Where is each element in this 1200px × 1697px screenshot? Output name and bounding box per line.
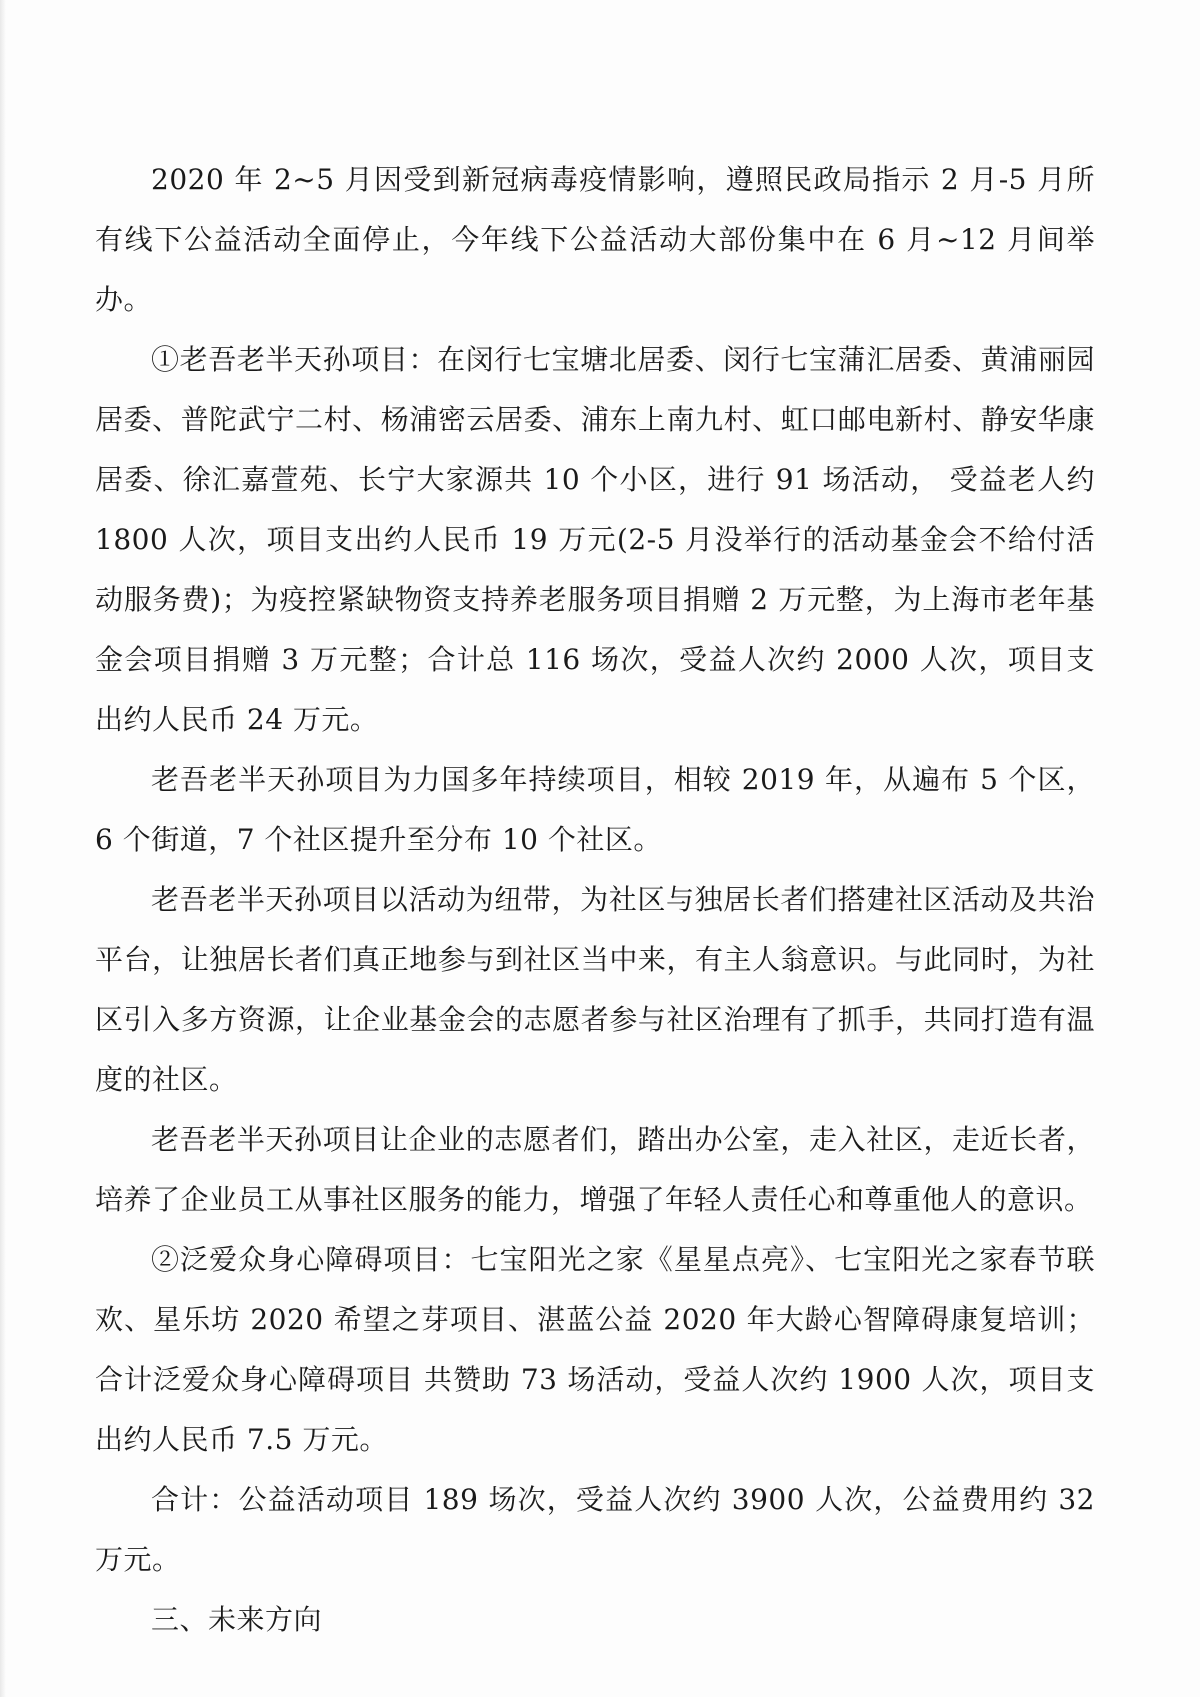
scan-edge-shadow <box>0 0 6 1697</box>
paragraph-fanaizhong-project: ②泛爱众身心障碍项目：七宝阳光之家《星星点亮》、七宝阳光之家春节联欢、星乐坊 2020 希望之芽项目、湛蓝公益 2020 年大龄心智障碍康复培训；合计泛爱众身心障碍项目 共赞助 73 场活动，受益人次约 1900 人次，项目支出约人民币 7.5 万元。 <box>95 1243 1095 1456</box>
paragraph-laowulao-community: 老吾老半天孙项目以活动为纽带，为社区与独居长者们搭建社区活动及共治平台，让独居长者们真正地参与到社区当中来，有主人翁意识。与此同时，为社区引入多方资源，让企业基金会的志愿者参与社区治理有了抓手，共同打造有温度的社区。 <box>95 883 1095 1096</box>
section-heading-future-direction: 三、未来方向 <box>151 1603 323 1636</box>
paragraph-laowulao-volunteers: 老吾老半天孙项目让企业的志愿者们，踏出办公室，走入社区，走近长者，培养了企业员工从事社区服务的能力，增强了年轻人责任心和尊重他人的意识。 <box>95 1123 1095 1216</box>
paragraph-laowulao-growth: 老吾老半天孙项目为力国多年持续项目，相较 2019 年，从遍布 5 个区，6 个街道，7 个社区提升至分布 10 个社区。 <box>95 763 1095 856</box>
paragraph-covid-suspension: 2020 年 2~5 月因受到新冠病毒疫情影响，遵照民政局指示 2 月-5 月所有线下公益活动全面停止，今年线下公益活动大部份集中在 6 月~12 月间举办。 <box>95 163 1095 316</box>
document-body <box>95 150 1095 1650</box>
paragraph-total-summary: 合计：公益活动项目 189 场次，受益人次约 3900 人次，公益费用约 32 万元。 <box>95 1483 1095 1576</box>
paragraph-laowulao-project: ①老吾老半天孙项目：在闵行七宝塘北居委、闵行七宝蒲汇居委、黄浦丽园居委、普陀武宁二村、杨浦密云居委、浦东上南九村、虹口邮电新村、静安华康居委、徐汇嘉萱苑、长宁大家源共 10 个小区，进行 91 场活动， 受益老人约 1800 人次，项目支出约人民币 19 万元(2-5 月没举行的活动基金会不给付活动服务费)；为疫控紧缺物资支持养老服务项目捐赠 2 万元整，为上海市老年基金会项目捐赠 3 万元整；合计总 116 场次，受益人次约 2000 人次，项目支出约人民币 24 万元。 <box>95 343 1095 736</box>
